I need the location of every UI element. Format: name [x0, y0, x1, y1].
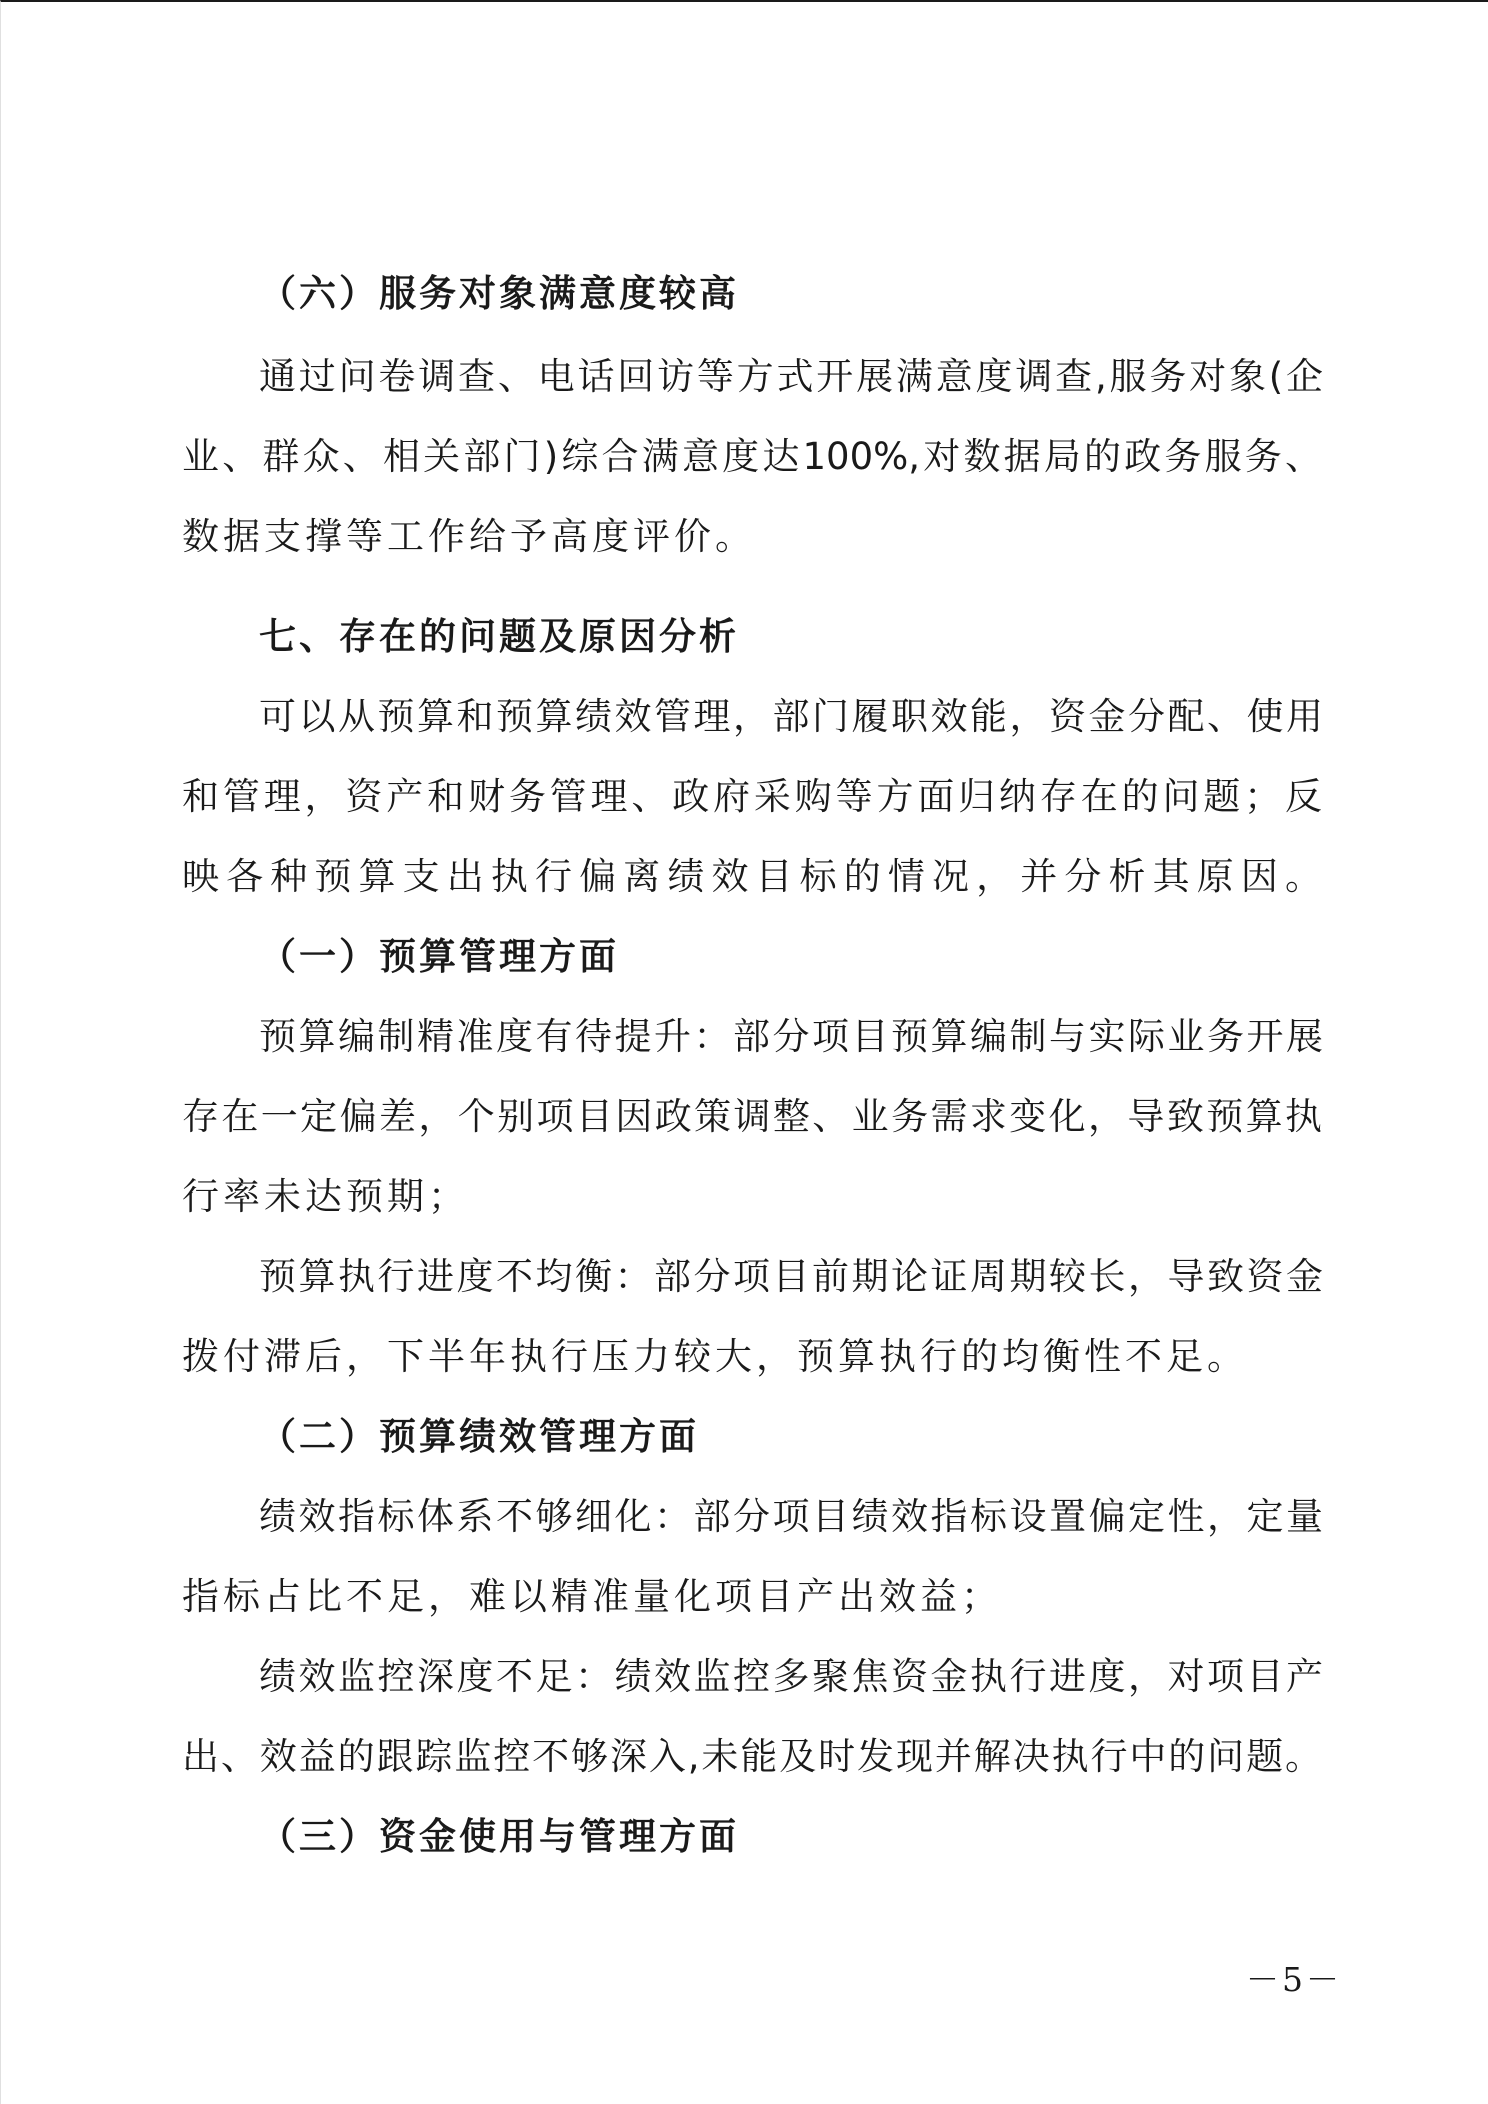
paragraph-line: 数据支撑等工作给予高度评价。: [182, 515, 756, 558]
paragraph-line: 预算编制精准度有待提升：部分项目预算编制与实际业务开展: [259, 1015, 1323, 1058]
paragraph-line: 和管理，资产和财务管理、政府采购等方面归纳存在的问题；反: [182, 775, 1322, 818]
section-heading: （三）资金使用与管理方面: [259, 1815, 739, 1858]
paragraph-line: 行率未达预期；: [182, 1175, 469, 1218]
paragraph-line: 指标占比不足，难以精准量化项目产出效益；: [182, 1575, 1002, 1618]
page-number: －5－: [1246, 1960, 1342, 1999]
paragraph-line: 可以从预算和预算绩效管理，部门履职效能，资金分配、使用: [259, 695, 1323, 738]
paragraph-line: 业、群众、相关部门)综合满意度达100%,对数据局的政务服务、: [182, 435, 1322, 478]
section-heading: （一）预算管理方面: [259, 935, 619, 978]
chapter-heading: 七、存在的问题及原因分析: [259, 615, 739, 658]
section-heading: （二）预算绩效管理方面: [259, 1415, 699, 1458]
paragraph-line: 绩效指标体系不够细化：部分项目绩效指标设置偏定性，定量: [259, 1495, 1323, 1538]
paragraph-line: 通过问卷调查、电话回访等方式开展满意度调查,服务对象(企: [259, 355, 1323, 398]
paragraph-line: 存在一定偏差，个别项目因政策调整、业务需求变化，导致预算执: [182, 1095, 1322, 1138]
paragraph-line: 绩效监控深度不足：绩效监控多聚焦资金执行进度，对项目产: [259, 1655, 1323, 1698]
section-heading: （六）服务对象满意度较高: [259, 272, 739, 315]
paragraph-line: 映各种预算支出执行偏离绩效目标的情况，并分析其原因。: [182, 855, 1322, 898]
paragraph-line: 拨付滞后，下半年执行压力较大，预算执行的均衡性不足。: [182, 1335, 1248, 1378]
paragraph-line: 预算执行进度不均衡：部分项目前期论证周期较长，导致资金: [259, 1255, 1323, 1298]
paragraph-line: 出、效益的跟踪监控不够深入,未能及时发现并解决执行中的问题。: [182, 1735, 1322, 1778]
